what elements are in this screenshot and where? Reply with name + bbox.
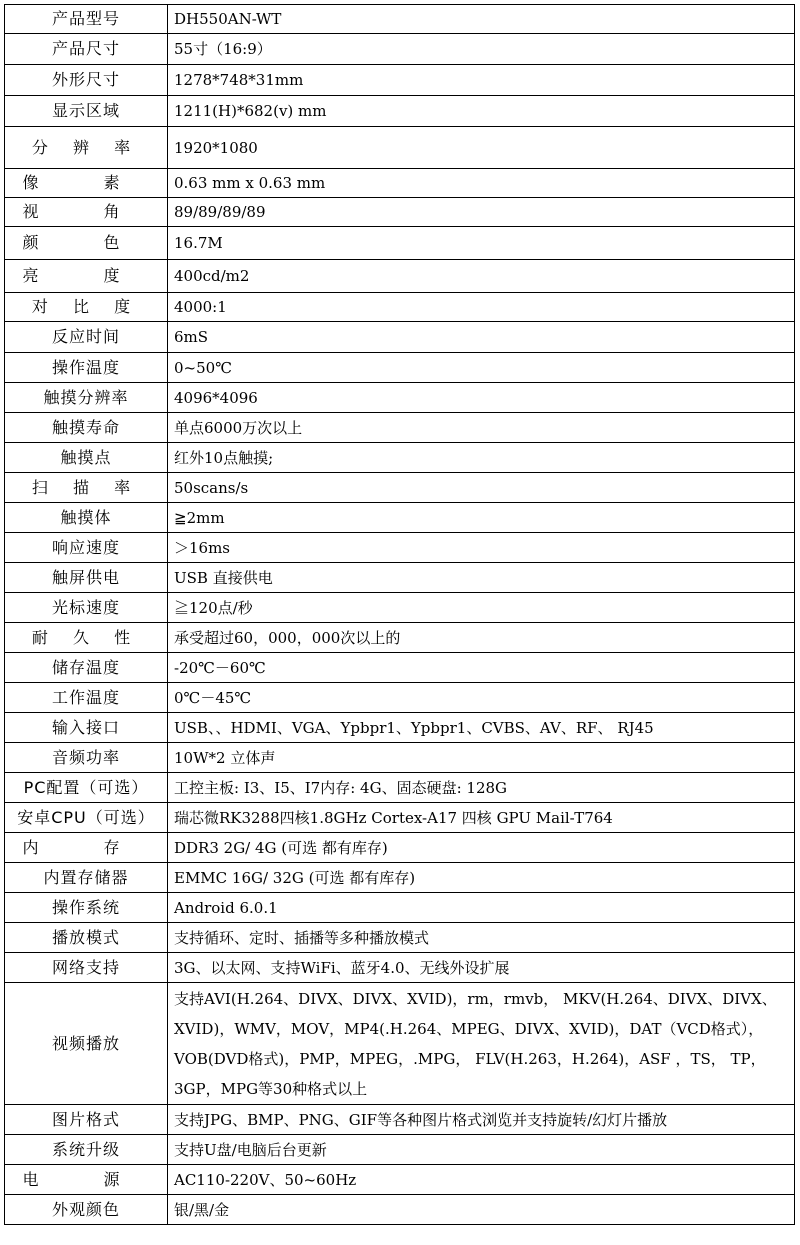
spec-label: 播放模式: [5, 923, 168, 953]
spec-label: 触摸分辨率: [5, 383, 168, 413]
spec-row: [5, 983, 795, 1105]
spec-row: [5, 713, 795, 743]
spec-row: [5, 383, 795, 413]
spec-label: 显示区域: [5, 96, 168, 127]
spec-value: 支持JPG、BMP、PNG、GIF等各种图片格式浏览并支持旋转/幻灯片播放: [168, 1105, 795, 1135]
spec-label: 图片格式: [5, 1105, 168, 1135]
spec-row: [5, 169, 795, 198]
spec-value: 0℃－45℃: [168, 683, 795, 713]
spec-table: [4, 4, 795, 1225]
spec-label: 视 角: [5, 198, 168, 227]
spec-value: 工控主板: I3、I5、I7内存: 4G、固态硬盘: 128G: [168, 773, 795, 803]
spec-row: [5, 863, 795, 893]
spec-row: [5, 623, 795, 653]
spec-label: 对 比 度: [5, 293, 168, 322]
spec-label: 内 存: [5, 833, 168, 863]
spec-value: 4000:1: [168, 293, 795, 322]
spec-label: 触摸点: [5, 443, 168, 473]
spec-label: 网络支持: [5, 953, 168, 983]
spec-label: 内置存储器: [5, 863, 168, 893]
spec-row: [5, 127, 795, 169]
spec-value: USB、、HDMI、VGA、Ypbpr1、Ypbpr1、CVBS、AV、RF、 RJ45: [168, 713, 795, 743]
spec-value: 支持U盘/电脑后台更新: [168, 1135, 795, 1165]
spec-value: 瑞芯微RK3288四核1.8GHz Cortex-A17 四核 GPU Mail-T764: [168, 803, 795, 833]
spec-label: 系统升级: [5, 1135, 168, 1165]
spec-row: [5, 353, 795, 383]
spec-label: 扫 描 率: [5, 473, 168, 503]
spec-row: [5, 833, 795, 863]
spec-row: [5, 473, 795, 503]
spec-label: 像 素: [5, 169, 168, 198]
spec-row: [5, 198, 795, 227]
spec-label: 视频播放: [5, 983, 168, 1105]
spec-label: 触屏供电: [5, 563, 168, 593]
spec-row: [5, 322, 795, 353]
spec-row: [5, 953, 795, 983]
spec-value: 50scans/s: [168, 473, 795, 503]
spec-label: PC配置（可选）: [5, 773, 168, 803]
spec-row: [5, 1135, 795, 1165]
spec-value: 16.7M: [168, 227, 795, 260]
spec-label: 响应速度: [5, 533, 168, 563]
spec-label: 外形尺寸: [5, 65, 168, 96]
spec-row: [5, 593, 795, 623]
spec-label: 储存温度: [5, 653, 168, 683]
spec-row: [5, 96, 795, 127]
spec-label: 产品型号: [5, 5, 168, 34]
spec-row: [5, 773, 795, 803]
spec-value: 单点6000万次以上: [168, 413, 795, 443]
spec-label: 操作系统: [5, 893, 168, 923]
spec-value: 4096*4096: [168, 383, 795, 413]
spec-row: [5, 293, 795, 322]
spec-row: [5, 803, 795, 833]
spec-label: 安卓CPU（可选）: [5, 803, 168, 833]
spec-row: [5, 923, 795, 953]
spec-label: 触摸体: [5, 503, 168, 533]
spec-label: 输入接口: [5, 713, 168, 743]
spec-value: 支持循环、定时、插播等多种播放模式: [168, 923, 795, 953]
spec-value: -20℃－60℃: [168, 653, 795, 683]
spec-row: [5, 1195, 795, 1225]
spec-row: [5, 1105, 795, 1135]
spec-row: [5, 743, 795, 773]
spec-value: 红外10点触摸;: [168, 443, 795, 473]
spec-value: EMMC 16G/ 32G (可选 都有库存): [168, 863, 795, 893]
spec-value: DDR3 2G/ 4G (可选 都有库存): [168, 833, 795, 863]
spec-value: Android 6.0.1: [168, 893, 795, 923]
spec-label: 电 源: [5, 1165, 168, 1195]
spec-value: 6mS: [168, 322, 795, 353]
spec-row: [5, 683, 795, 713]
spec-value: DH550AN-WT: [168, 5, 795, 34]
spec-value: 89/89/89/89: [168, 198, 795, 227]
spec-row: [5, 533, 795, 563]
spec-value: 0~50℃: [168, 353, 795, 383]
spec-row: [5, 893, 795, 923]
spec-row: [5, 1165, 795, 1195]
spec-row: [5, 443, 795, 473]
spec-row: [5, 503, 795, 533]
spec-value: 支持AVI(H.264、DIVX、DIVX、XVID)，rm，rmvb， MKV(H.264、DIVX、DIVX、XVID)，WMV，MOV，MP4(.H.264、MPEG、DIVX、XVID)，DAT（VCD格式），VOB(DVD格式)，PMP，MPEG，.MPG， FLV(H.263，H.264)，ASF ，TS， TP，3GP，MPG等30种格式以上: [168, 983, 795, 1105]
spec-value: USB 直接供电: [168, 563, 795, 593]
spec-value: ≧2mm: [168, 503, 795, 533]
spec-label: 操作温度: [5, 353, 168, 383]
spec-row: [5, 563, 795, 593]
spec-row: [5, 65, 795, 96]
spec-value: AC110-220V、50~60Hz: [168, 1165, 795, 1195]
spec-value: ＞16ms: [168, 533, 795, 563]
spec-row: [5, 260, 795, 293]
spec-value: 0.63 mm x 0.63 mm: [168, 169, 795, 198]
spec-value: 承受超过60，000，000次以上的: [168, 623, 795, 653]
spec-value: 400cd/m2: [168, 260, 795, 293]
spec-label: 音频功率: [5, 743, 168, 773]
spec-row: [5, 413, 795, 443]
spec-table-body: [5, 5, 795, 1225]
spec-value: 10W*2 立体声: [168, 743, 795, 773]
spec-label: 触摸寿命: [5, 413, 168, 443]
spec-value: 3G、以太网、支持WiFi、蓝牙4.0、无线外设扩展: [168, 953, 795, 983]
spec-row: [5, 653, 795, 683]
spec-label: 耐 久 性: [5, 623, 168, 653]
spec-value: 55寸（16:9）: [168, 34, 795, 65]
spec-value: 1211(H)*682(v) mm: [168, 96, 795, 127]
spec-row: [5, 5, 795, 34]
spec-label: 颜 色: [5, 227, 168, 260]
spec-value: 1278*748*31mm: [168, 65, 795, 96]
spec-label: 亮 度: [5, 260, 168, 293]
spec-value: 银/黑/金: [168, 1195, 795, 1225]
spec-value: ≧120点/秒: [168, 593, 795, 623]
spec-label: 反应时间: [5, 322, 168, 353]
spec-label: 工作温度: [5, 683, 168, 713]
spec-row: [5, 227, 795, 260]
spec-label: 光标速度: [5, 593, 168, 623]
spec-value: 1920*1080: [168, 127, 795, 169]
spec-row: [5, 34, 795, 65]
spec-label: 分 辨 率: [5, 127, 168, 169]
spec-label: 外观颜色: [5, 1195, 168, 1225]
spec-label: 产品尺寸: [5, 34, 168, 65]
